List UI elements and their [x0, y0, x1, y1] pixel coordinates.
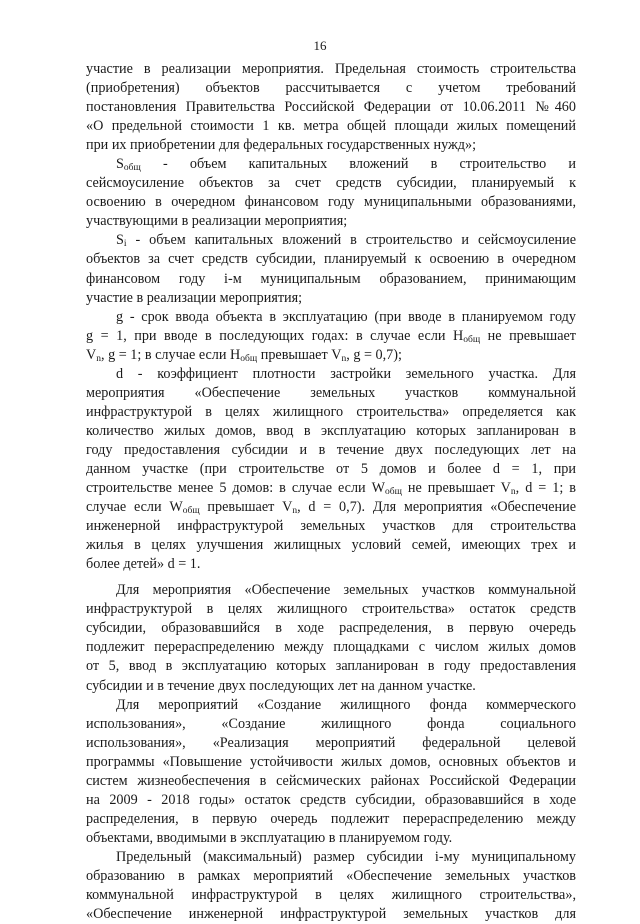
text-line: использования», «Реализация мероприятий федеральной целевой [86, 734, 576, 751]
text-line: субсидии, образовавшийся в ходе распределения, в первую очередь [86, 620, 576, 637]
text-line: d - коэффициент плотности застройки земельного участка. Для [116, 365, 576, 382]
text-line: строительстве менее 5 домов: в случае если $W_{общ}$ не превышает $V_n$, d = 1; в [86, 480, 576, 498]
paragraph-gap [86, 574, 576, 581]
text-line: более детей» d = 1. [86, 556, 201, 573]
text-line: «Обеспечение инженерной инфраструктурой земельных участков для [86, 906, 576, 923]
text-line: мероприятия «Обеспечение земельных участков коммунальной [86, 384, 576, 401]
text-line: образованию в рамках мероприятий «Обеспечение земельных участков [86, 867, 576, 884]
text-line: финансовом году i-м муниципальным образованием, принимающим [86, 270, 576, 287]
text-line: Для мероприятия «Обеспечение земельных участков коммунальной [116, 582, 576, 599]
text-line: случае если $W_{общ}$ превышает $V_n$, d = 0,7). Для мероприятия «Обеспечение [86, 499, 576, 517]
text-line: $S_i$ - объем капитальных вложений в строительство и сейсмоусиление [116, 232, 576, 250]
text-line: году предоставления субсидии и в течение двух последующих лет на [86, 441, 576, 458]
text-line: участие в реализации мероприятия. Предельная стоимость строительства [86, 61, 576, 77]
text-line: количество жилых домов, ввод в эксплуатацию которых запланирован в [86, 422, 576, 439]
text-line: использования», «Создание жилищного фонда социального [86, 715, 576, 732]
text-line: инфраструктурой в целях жилищного строительства» остаток средств [86, 601, 576, 618]
text-line: данном участке (при строительстве от 5 домов и более d = 1, при [86, 460, 576, 477]
text-line: программы «Повышение устойчивости жилых домов, основных объектов и [86, 753, 576, 770]
text-line: Предельный (максимальный) размер субсидии i-му муниципальному [116, 848, 576, 865]
text-line: объектами, вводимыми в эксплуатацию в планируемом году. [86, 829, 453, 846]
text-line: на 2009 - 2018 годы» остаток средств субсидии, образовавшийся в ходе [86, 791, 576, 808]
text-line: инфраструктурой в целях жилищного строительства» определяется как [86, 403, 576, 420]
text-line: систем жизнеобеспечения в сейсмических районах Российской Федерации [86, 772, 576, 789]
text-line: g = 1, при вводе в последующих годах: в случае если $H_{общ}$ не превышает [86, 327, 576, 345]
text-line: освоению в очередном финансовом году муниципальными образованиями, [86, 194, 576, 211]
text-line: Для мероприятий «Создание жилищного фонда коммерческого [116, 696, 576, 713]
text-line: при их приобретении для федеральных государственных нужд»; [86, 137, 477, 154]
text-line: жилья в целях улучшения жилищных условий семей, имеющих трех и [86, 537, 576, 554]
page-number: 16 [313, 38, 327, 53]
text-line: $V_n$, g = 1; в случае если $H_{общ}$ превышает $V_n$, g = 0,7); [86, 346, 402, 364]
text-line: распределения, в первую очередь подлежит перераспределению между [86, 810, 576, 827]
text-line: субсидии и в течение двух последующих лет на данном участке. [86, 677, 476, 694]
text-line: сейсмоусиление объектов за счет средств субсидии, планируемый к [86, 175, 576, 192]
text-line: участвующими в реализации мероприятия; [86, 213, 348, 230]
body-text [86, 60, 576, 924]
text-line: «О предельной стоимости 1 кв. метра общей площади жилых помещений [86, 118, 576, 135]
text-line: коммунальной инфраструктурой в целях жилищного строительства», [86, 887, 576, 904]
text-line: участие в реализации мероприятия; [86, 289, 303, 306]
text-line: $S_{общ}$ - объем капитальных вложений в строительство и [116, 156, 576, 174]
text-line: g - срок ввода объекта в эксплуатацию (при вводе в планируемом году [116, 308, 576, 325]
text-line: постановления Правительства Российской Федерации от 10.06.2011 №460 [86, 99, 576, 116]
text-line: от 5, ввод в эксплуатацию которых запланирован в году предоставления [86, 658, 576, 675]
text-line: подлежит перераспределению между площадками с числом жилых домов [86, 639, 576, 656]
text-line: (приобретения) объектов рассчитывается с учетом требований [86, 80, 576, 97]
text-line: объектов за счет средств субсидии, планируемый к освоению в очередном [86, 251, 576, 268]
text-line: инженерной инфраструктурой земельных участков для строительства [86, 518, 576, 535]
